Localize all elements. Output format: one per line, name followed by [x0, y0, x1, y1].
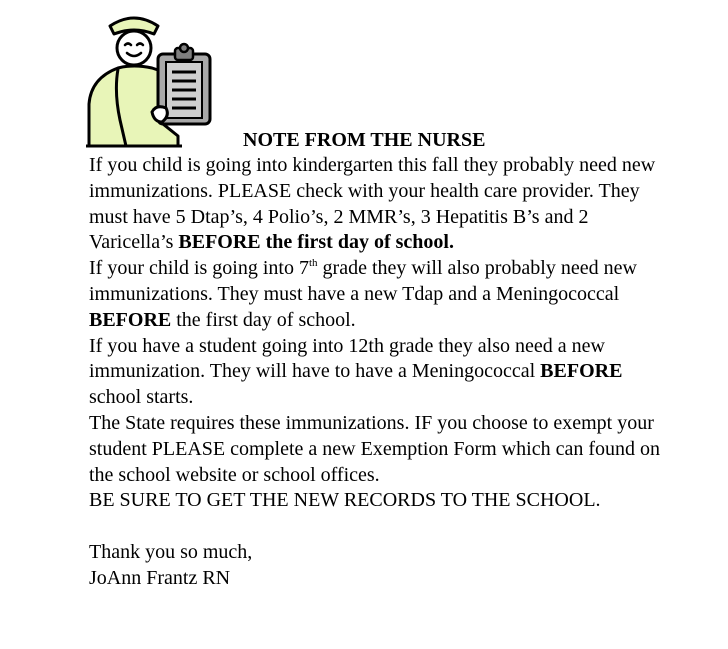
seventh-superscript: th [308, 256, 318, 269]
seventh-text-b: grade they will also probably need new immunizations. They must have a new Tdap and a Meningococcal [89, 257, 637, 305]
twelfth-text-b: school starts. [89, 386, 194, 409]
seventh-emphasis: BEFORE [89, 308, 172, 331]
seventh-text-c: the first day of school. [171, 308, 356, 331]
note-body [89, 153, 669, 592]
kindergarten-paragraph [89, 153, 669, 256]
twelfth-grade-paragraph [89, 334, 669, 411]
seventh-grade-paragraph [89, 256, 669, 333]
seventh-text-a: If your child is going into 7 [89, 257, 309, 280]
kindergarten-text: If you child is going into kindergarten this fall they probably need new immunizations. PLEASE check with your health care provider. They must have 5 Dtap’s, 4 Polio’s, 2 MMR’s, 3 Hepatitis B’s and 2 Varicella’s [89, 154, 656, 254]
records-reminder: BE SURE TO GET THE NEW RECORDS TO THE SCHOOL. [89, 489, 601, 512]
page-title: NOTE FROM THE NURSE [243, 129, 486, 151]
twelfth-emphasis: BEFORE [540, 360, 623, 383]
signature: JoAnn Frantz RN [89, 566, 231, 589]
twelfth-text: If you have a student going into 12th grade they also need a new immunization. They will have to have a Meningococcal [89, 334, 605, 383]
closing-thanks: Thank you so much, [89, 540, 253, 563]
state-requirement-paragraph: The State requires these immunizations. IF you choose to exempt your student PLEASE complete a new Exemption Form which can found on the school website or school offices. [89, 411, 661, 486]
paragraph-spacer [89, 514, 669, 540]
nurse-clipboard-icon [86, 12, 216, 148]
kindergarten-emphasis: BEFORE the first day of school. [178, 231, 454, 254]
